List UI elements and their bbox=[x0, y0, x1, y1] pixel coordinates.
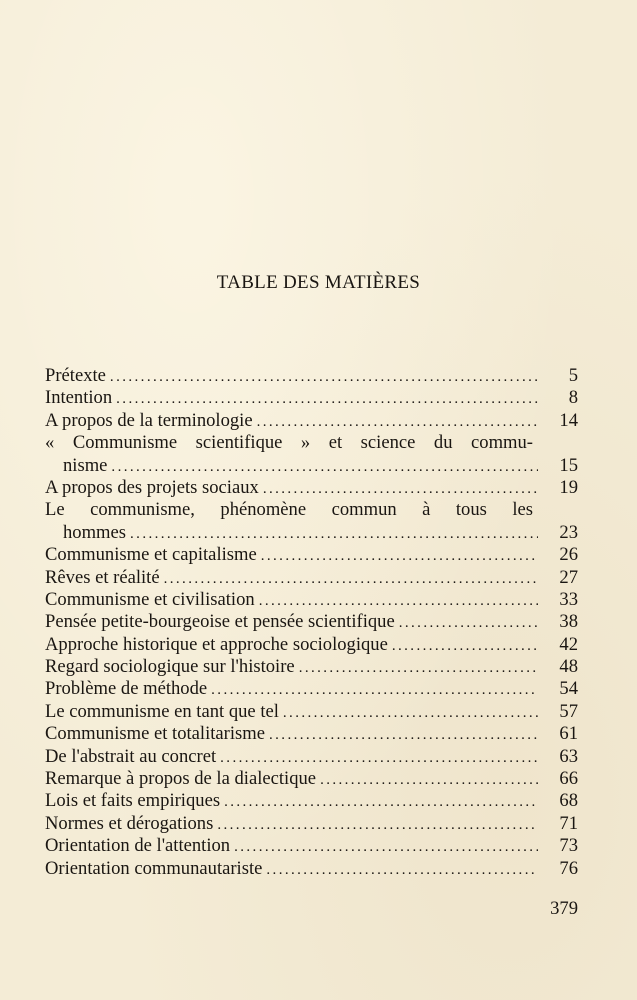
toc-entry-page: 5 bbox=[568, 365, 578, 386]
leader-dots bbox=[116, 388, 538, 410]
toc-entry-page: 48 bbox=[559, 656, 578, 678]
toc-entry-page: 66 bbox=[559, 768, 578, 790]
leader-dots bbox=[224, 791, 538, 813]
toc-entry bbox=[45, 589, 578, 611]
toc-entry bbox=[45, 813, 578, 835]
toc-entry-label: A propos de la terminologie bbox=[45, 409, 253, 431]
toc-entry-page: 14 bbox=[559, 409, 578, 431]
toc-entry bbox=[45, 365, 578, 387]
toc-entry-page: 38 bbox=[559, 611, 578, 633]
leader-dots bbox=[320, 769, 538, 791]
toc-entry bbox=[45, 634, 578, 656]
toc-entry-label: nisme bbox=[63, 454, 108, 476]
toc-entry-page: 63 bbox=[559, 745, 578, 767]
toc-entry bbox=[45, 522, 578, 544]
page-title: TABLE DES MATIÈRES bbox=[216, 272, 421, 293]
toc-entry-first-line bbox=[45, 499, 578, 521]
toc-entry-label: Pensée petite-bourgeoise et pensée scientifique bbox=[45, 611, 395, 633]
leader-dots bbox=[269, 724, 538, 746]
toc-entry bbox=[45, 656, 578, 678]
toc-entry-first-line bbox=[45, 432, 578, 454]
leader-dots bbox=[261, 545, 538, 567]
toc-entry-page: 76 bbox=[559, 857, 578, 879]
toc-entry-label: A propos des projets sociaux bbox=[45, 476, 259, 498]
leader-dots bbox=[283, 702, 538, 724]
toc-entry-label: Regard sociologique sur l'histoire bbox=[45, 656, 295, 678]
toc-entry-label: Orientation communautariste bbox=[45, 857, 263, 879]
toc-entry-label: Orientation de l'attention bbox=[45, 835, 231, 857]
toc-entry-label: Lois et faits empiriques bbox=[45, 790, 221, 812]
toc-entry bbox=[45, 611, 578, 633]
toc-entry-page: 71 bbox=[559, 812, 578, 834]
toc-entry-page: 33 bbox=[559, 588, 578, 610]
leader-dots bbox=[110, 366, 538, 388]
toc-entry bbox=[45, 477, 578, 499]
leader-dots bbox=[211, 679, 538, 701]
leader-dots bbox=[257, 411, 538, 433]
toc-entry-label: Rêves et réalité bbox=[45, 566, 160, 588]
toc-entry bbox=[45, 410, 578, 432]
toc-entry-label: Communisme et totalitarisme bbox=[45, 723, 265, 745]
toc-entry-label-line1: « Communisme scientifique » et science du commu- bbox=[45, 432, 533, 454]
toc-entry-label: Communisme et civilisation bbox=[45, 588, 255, 610]
toc-entry-page: 57 bbox=[559, 700, 578, 722]
leader-dots bbox=[220, 747, 538, 769]
toc-entry-label: Normes et dérogations bbox=[45, 812, 214, 834]
toc-entry-page: 27 bbox=[559, 566, 578, 588]
toc-entry-page: 19 bbox=[559, 476, 578, 498]
toc-entry-label: Prétexte bbox=[45, 365, 106, 386]
leader-dots bbox=[130, 523, 538, 545]
toc-entry bbox=[45, 455, 578, 477]
leader-dots bbox=[259, 590, 538, 612]
toc-entry bbox=[45, 835, 578, 857]
toc-entry-label-line1: Le communisme, phénomène commun à tous les bbox=[45, 499, 533, 521]
page-number: 379 bbox=[550, 898, 578, 919]
toc-entry bbox=[45, 723, 578, 745]
toc-entry bbox=[45, 544, 578, 566]
toc-entry bbox=[45, 701, 578, 723]
toc-entry-page: 15 bbox=[559, 454, 578, 476]
toc-entry bbox=[45, 790, 578, 812]
leader-dots bbox=[266, 859, 538, 881]
leader-dots bbox=[399, 612, 538, 634]
toc-entry-label: Intention bbox=[45, 387, 113, 409]
toc-entry-label: Remarque à propos de la dialectique bbox=[45, 768, 317, 790]
toc-entry-page: 23 bbox=[559, 521, 578, 543]
leader-dots bbox=[164, 568, 538, 590]
toc-entry-page: 54 bbox=[559, 678, 578, 700]
table-of-contents bbox=[45, 365, 578, 880]
leader-dots bbox=[263, 478, 538, 500]
toc-entry-label: De l'abstrait au concret bbox=[45, 745, 217, 767]
toc-entry bbox=[45, 768, 578, 790]
toc-entry-page: 42 bbox=[559, 633, 578, 655]
leader-dots bbox=[299, 657, 538, 679]
toc-entry-page: 61 bbox=[559, 723, 578, 745]
toc-entry-label: Communisme et capitalisme bbox=[45, 544, 257, 566]
toc-entry bbox=[45, 858, 578, 880]
toc-entry bbox=[45, 387, 578, 409]
toc-entry-label: Approche historique et approche sociologique bbox=[45, 633, 388, 655]
toc-entry-label: Problème de méthode bbox=[45, 678, 208, 700]
toc-entry-label: hommes bbox=[63, 521, 127, 543]
leader-dots bbox=[111, 456, 538, 478]
leader-dots bbox=[234, 836, 538, 858]
toc-entry-label: Le communisme en tant que tel bbox=[45, 700, 279, 722]
toc-entry bbox=[45, 567, 578, 589]
toc-entry-page: 73 bbox=[559, 835, 578, 857]
leader-dots bbox=[217, 814, 538, 836]
toc-entry bbox=[45, 678, 578, 700]
toc-entry-page: 8 bbox=[568, 387, 578, 409]
toc-entry-page: 68 bbox=[559, 790, 578, 812]
toc-entry-page: 26 bbox=[559, 544, 578, 566]
leader-dots bbox=[392, 635, 538, 657]
toc-entry bbox=[45, 746, 578, 768]
